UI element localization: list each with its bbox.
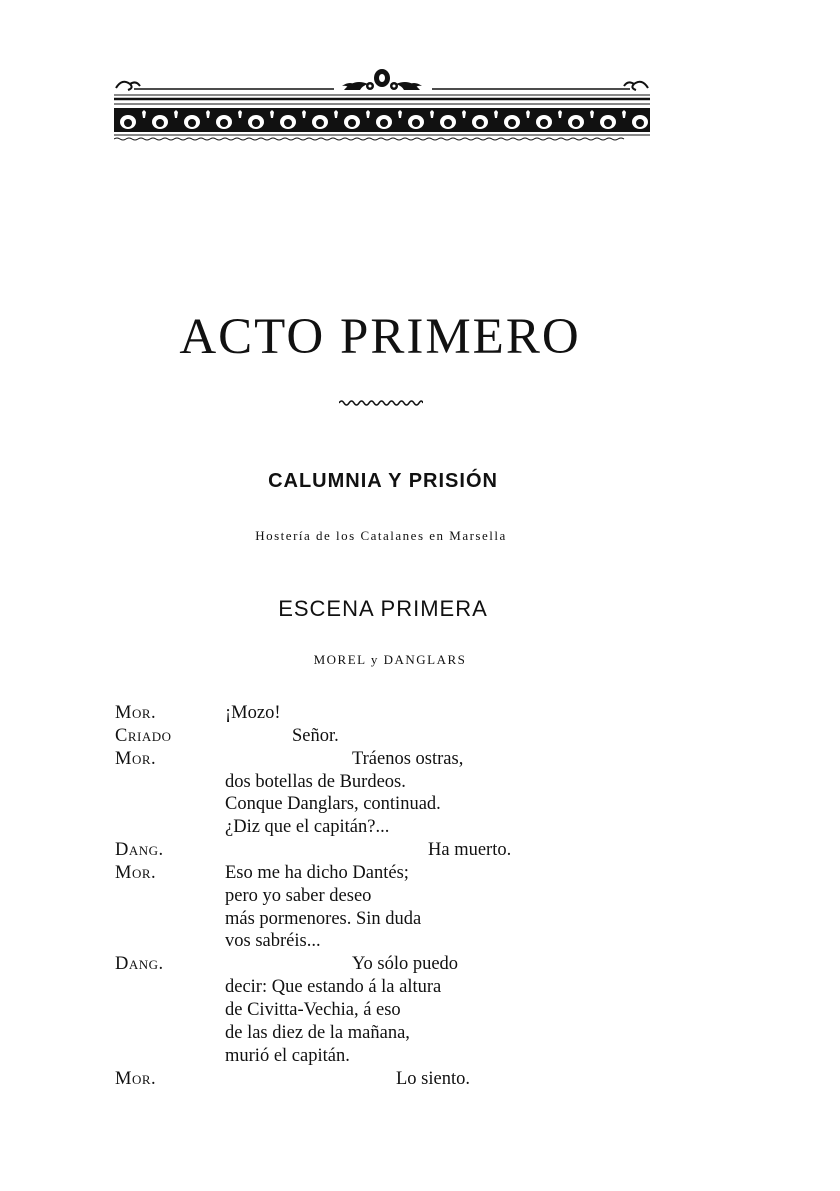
dialogue-line xyxy=(115,908,575,931)
dialogue-line xyxy=(115,725,575,748)
dialogue-line xyxy=(115,1022,575,1045)
verse-text: más pormenores. Sin duda xyxy=(225,908,422,929)
verse-text: vos sabréis... xyxy=(225,931,321,952)
verse-text: murió el capitán. xyxy=(225,1045,350,1066)
setting-description: Hostería de los Catalanes en Marsella xyxy=(255,528,507,543)
dialogue-line xyxy=(115,999,575,1022)
verse-text: Ha muerto. xyxy=(428,840,512,861)
verse-text: pero yo saber deseo xyxy=(225,885,372,906)
dialogue-line xyxy=(115,1068,575,1091)
act-title: ACTO PRIMERO xyxy=(179,309,581,365)
speaker-name: Mor. xyxy=(115,748,157,769)
dialogue-line xyxy=(115,748,575,771)
dialogue-line xyxy=(115,771,575,794)
dialogue-line xyxy=(115,976,575,999)
verse-text: Señor. xyxy=(292,725,339,746)
scene-title: ESCENA PRIMERA xyxy=(278,596,488,621)
speaker-name: Mor. xyxy=(115,703,157,723)
speaker-name: Criado xyxy=(115,725,172,746)
verse-text: decir: Que estando á la altura xyxy=(225,977,442,998)
dialogue-line xyxy=(115,885,575,908)
dialogue-line xyxy=(115,793,575,816)
dialogue-line xyxy=(115,816,575,839)
verse-text: ¿Diz que el capitán?... xyxy=(225,817,390,838)
dialogue-line xyxy=(115,953,575,976)
part-title: CALUMNIA Y PRISIÓN xyxy=(268,470,498,492)
dialogue xyxy=(115,702,575,1090)
verse-text: ¡Mozo! xyxy=(225,703,281,723)
dialogue-line xyxy=(115,702,575,725)
dialogue-line xyxy=(115,1045,575,1068)
verse-text: Tráenos ostras, xyxy=(352,748,464,769)
speaker-name: Dang. xyxy=(115,840,164,861)
speaker-name: Mor. xyxy=(115,1068,157,1089)
decorative-header-ornament xyxy=(114,68,650,144)
verse-text: Lo siento. xyxy=(396,1068,470,1089)
dialogue-line xyxy=(115,839,575,862)
verse-text: de Civitta-Vechia, á eso xyxy=(225,999,401,1020)
cast-list: MOREL y DANGLARS xyxy=(313,652,467,667)
speaker-name: Dang. xyxy=(115,954,164,975)
dialogue-line xyxy=(115,930,575,953)
wavy-divider xyxy=(339,398,423,408)
verse-text: Yo sólo puedo xyxy=(352,954,459,975)
verse-text: de las diez de la mañana, xyxy=(225,1022,410,1043)
verse-text: dos botellas de Burdeos. xyxy=(225,771,406,792)
verse-text: Eso me ha dicho Dantés; xyxy=(225,862,409,883)
speaker-name: Mor. xyxy=(115,862,157,883)
dialogue-line xyxy=(115,862,575,885)
verse-text: Conque Danglars, continuad. xyxy=(225,794,441,815)
